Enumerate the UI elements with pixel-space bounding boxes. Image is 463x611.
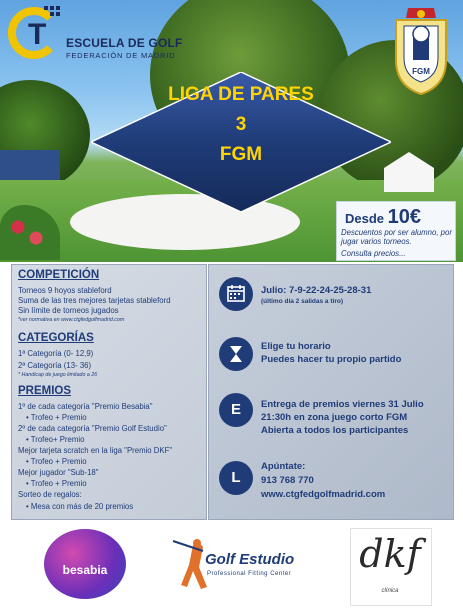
golf-estudio-label: Golf Estudio <box>205 551 295 568</box>
awards-line-2: 21:30h en zona juego corto FGM <box>261 412 408 423</box>
dates-note: (último día 2 salidas a tiro) <box>261 298 343 305</box>
premio-line: • Mesa con más de 20 premios <box>26 502 134 511</box>
competicion-line: Torneos 9 hoyos stableford <box>18 286 112 295</box>
contact-title: Apúntate: <box>261 461 306 472</box>
dkf-sub: clínica <box>381 588 399 594</box>
awards-line-3: Abierta a todos los participantes <box>261 425 409 436</box>
svg-text:T: T <box>28 18 47 51</box>
contact-website: www.ctgfedgolfmadrid.com <box>261 489 386 500</box>
dkf-label: dkf <box>359 532 421 576</box>
premio-line: 2º de cada categoría "Premio Golf Estudio" <box>18 424 167 433</box>
competicion-line: Suma de las tres mejores tarjetas stableford <box>18 296 171 305</box>
schedule-sub: Puedes hacer tu propio partido <box>261 354 402 365</box>
federation-name: FEDERACIÓN DE MADRID <box>66 51 176 60</box>
title-text <box>91 80 391 170</box>
schedule-title: Elige tu horario <box>261 341 331 352</box>
price-consult: Consulta precios... <box>341 249 406 258</box>
price-main <box>345 206 421 229</box>
golf-estudio-sub: Professional Fitting Center <box>207 571 292 577</box>
hourglass-icon <box>219 337 253 371</box>
awards-icon: E <box>219 393 253 427</box>
categorias-title: CATEGORÍAS <box>18 332 94 344</box>
premio-line: • Trofeo+ Premio <box>26 435 85 444</box>
awards-line-1: Entrega de premios viernes 31 Julio <box>261 399 424 410</box>
price-amount: 10€ <box>387 206 422 228</box>
premio-line: Sorteo de regalos: <box>18 490 82 499</box>
title-line-3: FGM <box>219 144 263 165</box>
school-name: ESCUELA DE GOLF <box>66 36 183 50</box>
fgm-crest-icon <box>390 4 452 96</box>
title-line-1: LIGA DE PARES <box>168 84 314 105</box>
premio-line: Mejor jugador "Sub-18" <box>18 468 99 477</box>
contact-phone: 913 768 770 <box>261 475 314 486</box>
competicion-line: Sin límite de torneos jugados <box>18 306 119 315</box>
price-box <box>336 201 456 261</box>
premio-line: • Trofeo + Premio <box>26 413 87 422</box>
info-left-panel <box>11 264 207 520</box>
categoria-line: 1ª Categoría (0- 12,9) <box>18 349 94 358</box>
premios-title: PREMIOS <box>18 385 72 397</box>
premio-line: • Trofeo + Premio <box>26 457 87 466</box>
premio-line: 1º de cada categoría "Premio Besabia" <box>18 402 153 411</box>
competicion-title: COMPETICIÓN <box>18 269 100 281</box>
premio-line: Mejor tarjeta scratch en la liga "Premio DKF" <box>18 446 173 455</box>
premio-line: • Trofeo + Premio <box>26 479 87 488</box>
crest-label: FGM <box>412 67 430 76</box>
price-note: Descuentos por ser alumno, por jugar varios torneos. <box>341 228 452 246</box>
school-logo <box>4 0 194 66</box>
besabia-label: besabia <box>62 563 108 577</box>
location-icon: L <box>219 461 253 495</box>
competicion-note: *ver normativa en www.ctgfedgolfmadrid.com <box>18 317 125 323</box>
calendar-icon <box>219 277 253 311</box>
price-prefix: Desde <box>345 211 388 226</box>
info-right-panel <box>208 264 454 520</box>
categorias-note: * Handicap de juego limitado a 26 <box>18 372 98 378</box>
cg-logo-icon <box>6 4 64 62</box>
dates-text: Julio: 7-9-22-24-25-28-31 <box>261 285 372 296</box>
categoria-line: 2ª Categoría (13- 36) <box>18 361 92 370</box>
title-line-2: 3 <box>235 114 247 135</box>
